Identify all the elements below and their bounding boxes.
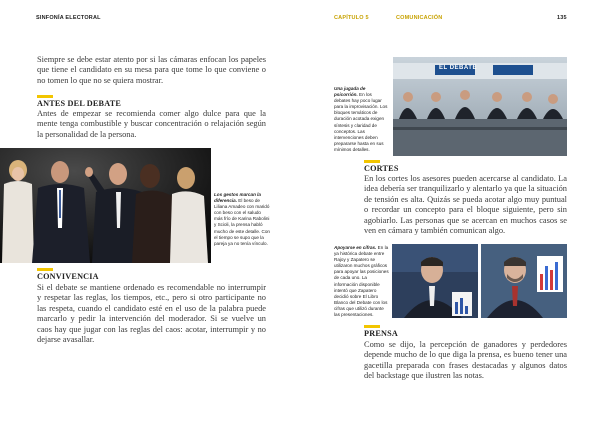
stage-photo-caption — [214, 192, 270, 247]
debate-banner: EL DEBATE — [439, 65, 477, 71]
stage-caption-body: El beso de Liliana Amadeo con maridó con beso con el saludo más frío de Karina Rabolini y Scioli, la prensa habló mucho de este detalle. Con el tiempo se supo que la pareja ya no tenía vínculo. — [214, 198, 270, 246]
section-body-prensa: Como se dijo, la percepción de ganadores y perdedores depende mucho de lo que diga la prensa, es bueno tener una gacetilla preparada con frases destacadas y algunos datos del backstage que ilustren las notas. — [364, 340, 567, 381]
stage-photo — [0, 148, 211, 263]
debate-photo-caption — [334, 86, 389, 153]
section-accent-bar — [37, 95, 53, 98]
figures-caption-title: Apoyarse en cifras. — [334, 245, 377, 250]
debater-right-illustration — [481, 244, 567, 318]
debate-caption-body: En los debates hay poco lugar para la improvisación. Los bloques temáticos de duración acotada exigen síntesis y claridad de conceptos. Las intervenciones deben prepararse hasta en sus mínimos detalles. — [334, 92, 388, 152]
section-accent-bar — [364, 160, 380, 163]
debater-right-photo — [481, 244, 567, 318]
stage-photo-illustration — [0, 148, 211, 263]
figures-caption-body: En la ya histórica debate entre Rajoy y Zapatero se utilizaron muchos gráficos para apoyar las posiciones de cada uno. La información disponible intentó que Zapatero decidió sobre El Libro Blanco del Debate con los cifras que utilizó durante las presentaciones. — [334, 245, 389, 318]
section-body-convivencia: Si el debate se mantiene ordenado es recomendable no interrumpir y respetar las reglas, los tiempos, etc., pero si otro participante no las respeta, cuando el candidato esté en el uso de la palabra puede marcarlo y pedir la intervención del moderador. Si se vuelve un caos hay que jugar con las reglas del caos: acotar, interrumpir y no dejarse avasallar. — [37, 283, 266, 345]
section-title-convivencia: CONVIVENCIA — [37, 272, 99, 281]
stage-caption-title: Los gestos marcan la diferencia. — [214, 192, 261, 204]
running-header-left: SINFONÍA ELECTORAL — [36, 15, 101, 21]
debate-panel-illustration — [393, 57, 567, 156]
section-title-prensa: PRENSA — [364, 329, 398, 338]
section-accent-bar — [37, 268, 53, 271]
section-accent-bar — [364, 325, 380, 328]
intro-paragraph: Siempre se debe estar atento por si las cámaras enfocan los papeles que tiene el candidato en su mesa para que tome lo que conviene o no tomen lo que no se quiera mostrar. — [37, 55, 266, 85]
debate-caption-title: Una jugada de psicorrión. — [334, 86, 366, 98]
section-body-antes: Antes de empezar se recomienda comer algo dulce para que la mente tenga combustible y buscar concentración o relajación según la personalidad de la persona. — [37, 109, 266, 139]
debater-left-photo — [392, 244, 478, 318]
debater-left-illustration — [392, 244, 478, 318]
page-number: 135 — [557, 15, 567, 21]
section-title-antes: ANTES DEL DEBATE — [37, 99, 122, 108]
section-title-cortes: CORTES — [364, 164, 399, 173]
chapter-label: CAPÍTULO 5 — [334, 15, 369, 21]
debate-panel-photo — [393, 57, 567, 156]
chapter-title: COMUNICACIÓN — [396, 15, 443, 21]
figures-photo-caption — [334, 245, 389, 318]
section-body-cortes: En los cortes los asesores pueden acercarse al candidato. La idea debería ser tranquilizarlo y alentarlo ya que la situación de tensión es alta. Quizás se pueda acotar algo muy puntual o recordar un concepto para el bloque siguiente, pero sin agobiarlo. Las personas que se acercan en muchos casos se ven en cámara y también comunican algo. — [364, 174, 567, 236]
